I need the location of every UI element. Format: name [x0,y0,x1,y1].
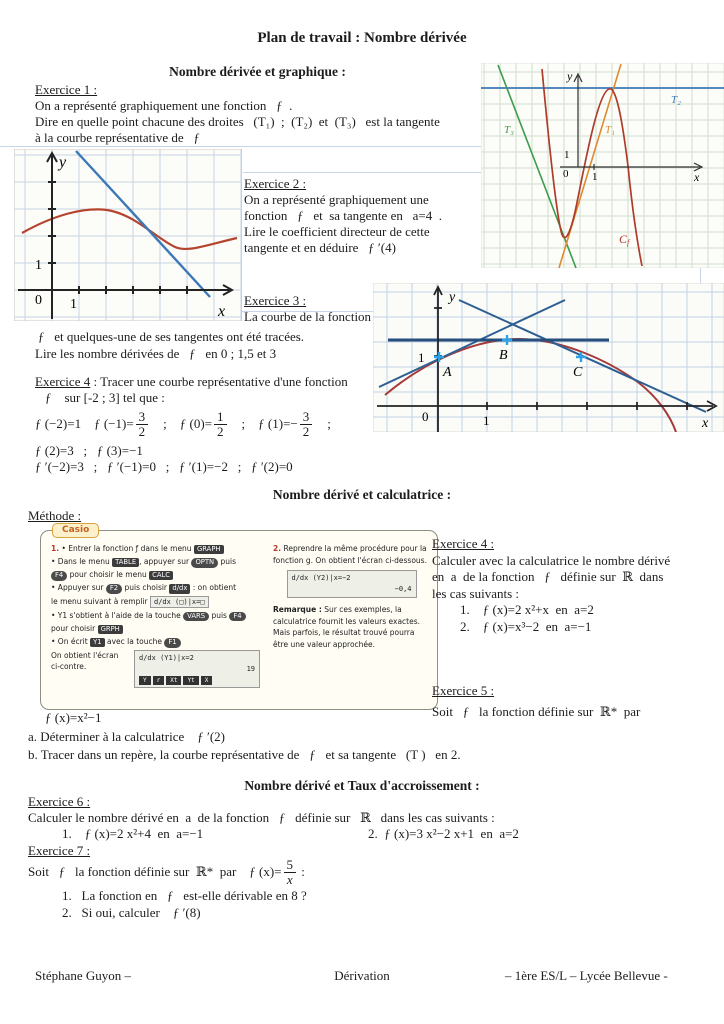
graph1-zero: 0 [563,168,569,180]
exercice-4-calc-item2 [432,619,722,636]
label-t1: T₁ [605,124,615,136]
exercice-7-label-text: Exercice 7 : [28,843,91,858]
exercice-5-fx: ƒ (x)=x²−1 [45,710,102,725]
casio-right-column [273,543,430,688]
exercice-7-pre: Soit ƒ la fonction définie sur ℝ* par ƒ (x)= [28,864,282,880]
graph1-y-label: y [567,69,573,83]
casio-text: pour choisir le menu [69,570,147,580]
fraction-num: 3 [136,410,149,425]
f4-key: F4 [229,612,245,622]
exercice-5-line1: Soit ƒ la fonction définie sur ℝ* par [432,704,641,719]
casio-text: le menu suivant à remplir [51,596,148,606]
graph2-zero: 0 [35,293,42,308]
menu-chip: GRPH [98,625,123,634]
casio-text: • On écrit [51,637,88,647]
exercice-2-line3: Lire le coefficient directeur de cette [244,224,430,239]
exercice-1-line2: Dire en quelle point chacune des droites (T₁) ; (T₂) et (T₃) est la tangente [35,114,440,129]
exercice-4-title-rest: : Tracer une courbe représentative d'une fonction [90,374,348,389]
casio-text: ci-contre. [51,662,87,672]
exercice-3-line3: Lire les nombre dérivées de ƒ en 0 ; 1,5 et 3 [35,346,277,361]
exercice-3-label: Exercice 3 : [244,293,307,308]
graph3-one-y: 1 [418,350,425,365]
exercice-4 [35,374,455,475]
separator: ; [327,416,331,431]
fraction-den: 2 [138,423,146,439]
exercice-7-item1: 1. La fonction en ƒ est-elle dérivable en 8 ? [62,888,307,903]
fraction-num: 3 [300,410,313,425]
casio-tab: Casio [52,523,99,538]
calc-screen-1 [134,650,260,689]
exercice-7-item2: 2. Si oui, calculer ƒ ′(8) [62,905,201,920]
exercice-1-line3: à la courbe représentative de ƒ [35,130,200,145]
exercice-4-calc-item1 [432,602,722,619]
graph1-x-label: x [694,170,700,184]
frame-line [0,146,556,147]
menu-chip: TABLE [112,558,139,567]
f2-key: F2 [106,584,122,594]
f1-key: F1 [164,638,180,648]
screen-value: −0,4 [394,585,412,594]
exercice-1-line1: On a représenté graphiquement une fonction ƒ . [35,98,293,113]
exercice-1 [35,82,495,146]
casio-text: Reprendre la même procédure pour la fonction g. [273,544,427,565]
exercice-6-label-text: Exercice 6 : [28,794,91,809]
casio-text: • Y1 s'obtient à l'aide de la touche [51,610,181,620]
graph1-one-y: 1 [564,149,570,161]
label-point-c: C [573,365,583,380]
page-title: Plan de travail : Nombre dérivée [257,30,467,46]
screen-formula: d/dx (Y1)|x=2 [139,653,194,662]
graph2-x-label: x [218,303,226,320]
casio-text: avec la touche [106,637,162,647]
casio-text: : on obtient [192,583,237,593]
label-cf-c: C [619,232,628,246]
casio-text: , appuyer sur [139,557,190,567]
screen-value: 19 [246,664,255,673]
casio-text: • Appuyer sur [51,583,104,593]
exercice-3-line1: La courbe de la fonction [244,309,372,324]
exercice-7-post: : [298,864,305,880]
graph3-one-x: 1 [483,413,490,428]
fraction-den: 2 [302,423,310,439]
exercice-5 [432,680,722,722]
exercice-4-domain: ƒ sur [-2 ; 3] tel que : [45,390,165,405]
casio-method-box [40,525,438,710]
item-formula: ƒ (x)=2 x²+x en a=2 [482,602,594,617]
separator: ; [163,416,167,431]
exercice-4-values-row2: ƒ (2)=3 ; ƒ (3)=−1 [35,443,143,458]
exercice-7-label [28,843,90,859]
value-f-one [258,410,314,438]
casio-text [51,650,129,673]
graph1-one-x: 1 [592,171,598,183]
exercice-2-line4: tangente et en déduire ƒ ′(4) [244,240,396,255]
section-heading-graphique: Nombre dérivée et graphique : [169,64,346,79]
fraction-num: 5 [284,858,297,873]
footer-center: Dérivation [334,968,390,983]
item-formula: ƒ (x)=x³−2 en a=−1 [482,618,592,634]
mini-screen: d/dx (□)|x=□ [150,596,209,609]
remark-label: Remarque : [273,604,322,614]
label-t3: T₃ [504,124,514,136]
casio-text: puis [220,557,237,567]
fraction-den: x [286,871,293,887]
menu-chip: GRAPH [194,545,224,554]
value-f-minus1-lhs: ƒ (−1)= [94,416,134,431]
exercice-4-values-row1 [35,408,455,440]
casio-text: On obtient l'écran ci-dessous. [315,555,427,565]
exercice-4-calc [432,536,722,635]
value-f-minus2: ƒ (−2)=1 [35,416,82,431]
remark-text: Sur ces exemples, la calculatrice fournit les valeurs exactes. Mais parfois, le résultat trouvé pourra être une valeur approchée. [273,604,421,649]
fraction [214,410,227,438]
exercice-7-def [28,858,305,886]
value-f-minus1 [94,410,150,438]
screen-menu-item: Xt [166,676,181,685]
casio-text: puis choisir [124,583,168,593]
item-number: 1. [460,602,470,617]
vars-key: VARS [183,612,209,622]
screen-menu-bar [139,676,255,685]
screen-menu-item: Yt [183,676,198,685]
label-point-b: B [499,348,508,363]
label-cf-sub: f [627,238,630,247]
calc-screen-2 [287,570,417,598]
graph3-zero: 0 [422,409,429,424]
exercice-5-question-b: b. Tracer dans un repère, la courbe représentative de ƒ et sa tangente (T ) en 2. [28,747,461,762]
section-heading-taux: Nombre dérivé et Taux d'accroissement : [244,778,480,793]
value-f-zero [180,410,229,438]
step-number: 2. [273,544,282,553]
value-f-zero-lhs: ƒ (0)= [179,416,213,431]
exercice-6-item2: 2. ƒ (x)=3 x²−2 x+1 en a=2 [368,826,519,841]
exercice-4-label: Exercice 4 [35,374,91,389]
exercice-1-label: Exercice 1 : [35,82,98,97]
exercice-4-values-row3: ƒ ′(−2)=3 ; ƒ ′(−1)=0 ; ƒ ′(1)=−2 ; ƒ ′(2)=0 [35,459,293,474]
graph2-one-x: 1 [70,297,77,312]
graph3-x-label: x [702,416,709,431]
casio-text: On obtient l'écran [51,650,119,660]
fraction-num: 1 [214,410,227,425]
exercice-4-calc-label: Exercice 4 : [432,536,495,551]
exercice-6-line1: Calculer le nombre dérivé en a de la fonction ƒ définie sur ℝ dans les cas suivants : [28,810,495,825]
casio-text: • Entrer la fonction ƒ dans le menu [61,544,192,553]
exercice-5-label: Exercice 5 : [432,683,495,698]
casio-text: puis [211,610,227,620]
fraction-den: 2 [217,423,224,439]
casio-left-column [51,543,263,688]
step-number: 1. [51,544,60,553]
casio-text: pour choisir [51,623,96,633]
optn-key: OPTN [191,558,218,568]
screen-menu-item: Y [139,676,151,685]
exercice-2 [244,176,486,256]
exercice-3-line2: ƒ et quelques-une de ses tangentes ont été tracées. [38,329,305,344]
menu-chip: CALC [149,571,173,580]
graph3-y-label: y [449,290,456,305]
ddx-chip: d/dx [169,584,190,593]
screen-menu-item: X [201,676,213,685]
casio-text: • Dans le menu [51,557,110,567]
footer-author: Stéphane Guyon – [35,968,132,983]
screen-formula: d/dx (Y2)|x=−2 [291,574,351,583]
section-heading-calculatrice: Nombre dérivé et calculatrice : [272,487,452,502]
item-number: 2. [460,618,470,634]
graph-exercice2 [14,149,242,321]
graph-tangentes-t123 [481,63,724,268]
exercice-2-line2: fonction ƒ et sa tangente en a=4 . [244,208,442,223]
value-f-one-lhs: ƒ (1)=− [258,416,298,431]
footer-school: – 1ère ES/L – Lycée Bellevue - [505,968,668,983]
exercice-4-calc-line3: les cas suivants : [432,585,520,601]
exercice-4-calc-line1: Calculer avec la calculatrice le nombre dérivé [432,552,671,568]
fraction [300,410,313,438]
methode-text: Méthode : [28,508,82,523]
exercice-5-question-a: a. Déterminer à la calculatrice ƒ ′(2) [28,729,226,744]
methode-label [28,508,81,524]
fraction [136,410,149,438]
graph2-y-label: y [59,154,67,171]
exercice-6-label [28,794,90,810]
graph2-one-y: 1 [35,258,42,273]
f4-key: F4 [51,571,67,581]
exercice-4-calc-line2: en a de la fonction ƒ définie sur ℝ dans [432,569,664,584]
exercice-2-line1: On a représenté graphiquement une [244,192,429,207]
separator: ; [241,416,246,431]
label-point-a: A [443,365,452,380]
graph1-background [481,63,724,268]
exercice-2-label: Exercice 2 : [244,176,307,191]
label-t2: T₂ [671,94,681,106]
fraction [284,858,297,886]
exercice-6-item1: 1. ƒ (x)=2 x²+4 en a=−1 [62,826,204,841]
y1-chip: Y1 [90,638,104,647]
screen-menu-item: r [153,676,165,685]
